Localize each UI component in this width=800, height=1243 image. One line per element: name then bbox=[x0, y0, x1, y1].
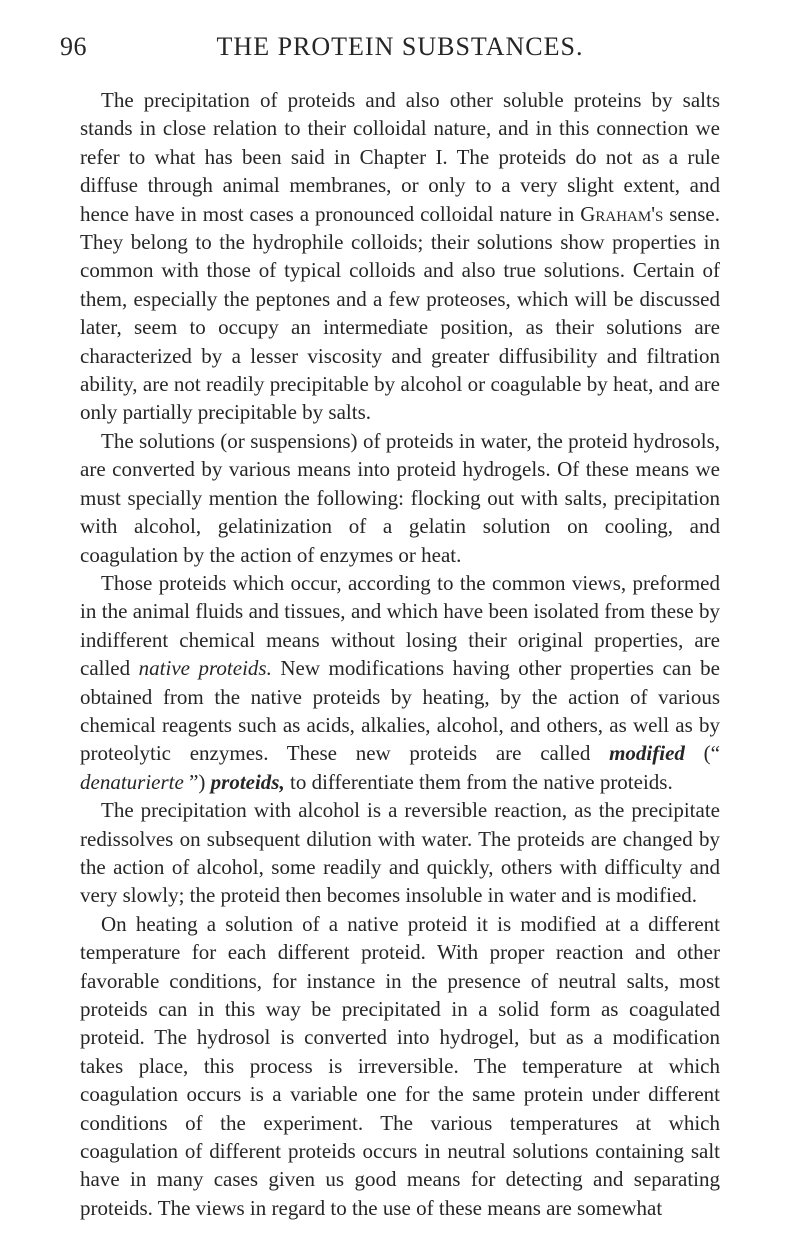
paragraph-1-text-b: sense. They belong to the hydrophile colloids; their solutions show properties in common with those of typical colloids and also true solutions. Certain of them, especially the peptones and a few proteoses, which will be discussed later, seem to occupy an intermediate position, as their solutions are characterized by a lesser viscosity and greater diffusibility and filtration ability, are not readily precipitable by alcohol or coagulable by heat, and are only partially precipitable by salts. bbox=[80, 201, 720, 425]
paragraph-3-text-d: ”) bbox=[189, 769, 211, 794]
page-header bbox=[60, 32, 740, 68]
paragraph-3-text-b: New modifications having other properties can be obtained from the native proteids by heating, by the action of various chemical reagents such as acids, alkalies, alcohol, and others, as well as by proteolytic enzymes. These new proteids are called bbox=[80, 656, 720, 766]
term-modified: modified bbox=[609, 741, 685, 766]
paragraph-1-text-a: The precipitation of proteids and also other soluble proteins by salts stands in close relation to their colloidal nature, and in this connection we refer to what has been said in Chapter I. The proteids do not as a rule diffuse through animal membranes, or only to a very slight extent, and hence have in most cases a pronounced colloidal nature in bbox=[80, 88, 720, 226]
paragraph-3 bbox=[80, 569, 720, 796]
body-text bbox=[80, 86, 720, 1222]
paragraph-5: On heating a solution of a native proteid it is modified at a different temperature for each different proteid. With proper reaction and other favorable conditions, for instance in the presence of neutral salts, most proteids can in this way be precipitated in a solid form as coagulated proteid. The hydrosol is converted into hydrogel, but as a modification takes place, this process is irreversible. The temperature at which coagulation occurs is a variable one for the same protein under different conditions of the experiment. The various temperatures at which coagulation of different proteids occurs in neutral solutions containing salt have in many cases given us good means for detecting and separating proteids. The views in regard to the use of these means are somewhat bbox=[80, 911, 720, 1220]
page-number: 96 bbox=[60, 32, 87, 61]
paragraph-1 bbox=[80, 86, 720, 427]
paragraph-3-text-e: to differentiate them from the native proteids. bbox=[284, 769, 673, 794]
term-denaturierte: denaturierte bbox=[80, 769, 190, 794]
paragraph-3-text-c: (“ bbox=[684, 741, 720, 766]
paragraph-3-text-a: Those proteids which occur, according to the common views, preformed in the animal fluids and tissues, and which have been isolated from these by indifferent chemical means without losing their original properties, are called bbox=[80, 570, 720, 681]
author-name-graham: Graham's bbox=[580, 201, 664, 226]
term-native-proteids: native proteids. bbox=[138, 656, 272, 681]
term-proteids: proteids, bbox=[210, 769, 285, 794]
paragraph-2: The solutions (or suspensions) of proteids in water, the proteid hydrosols, are converted by various means into proteid hydrogels. Of these means we must specially mention the following: flocking out with salts, precipitation with alcohol, gelatinization of a gelatin solution on cooling, and coagulation by the action of enzymes or heat. bbox=[80, 428, 720, 567]
running-head: THE PROTEIN SUBSTANCES. bbox=[216, 32, 584, 61]
paragraph-4: The precipitation with alcohol is a reversible reaction, as the precipitate redissolves on subsequent dilution with water. The proteids are changed by the action of alcohol, some readily and quickly, others with difficulty and very slowly; the proteid then becomes insoluble in water and is modified. bbox=[80, 798, 720, 908]
